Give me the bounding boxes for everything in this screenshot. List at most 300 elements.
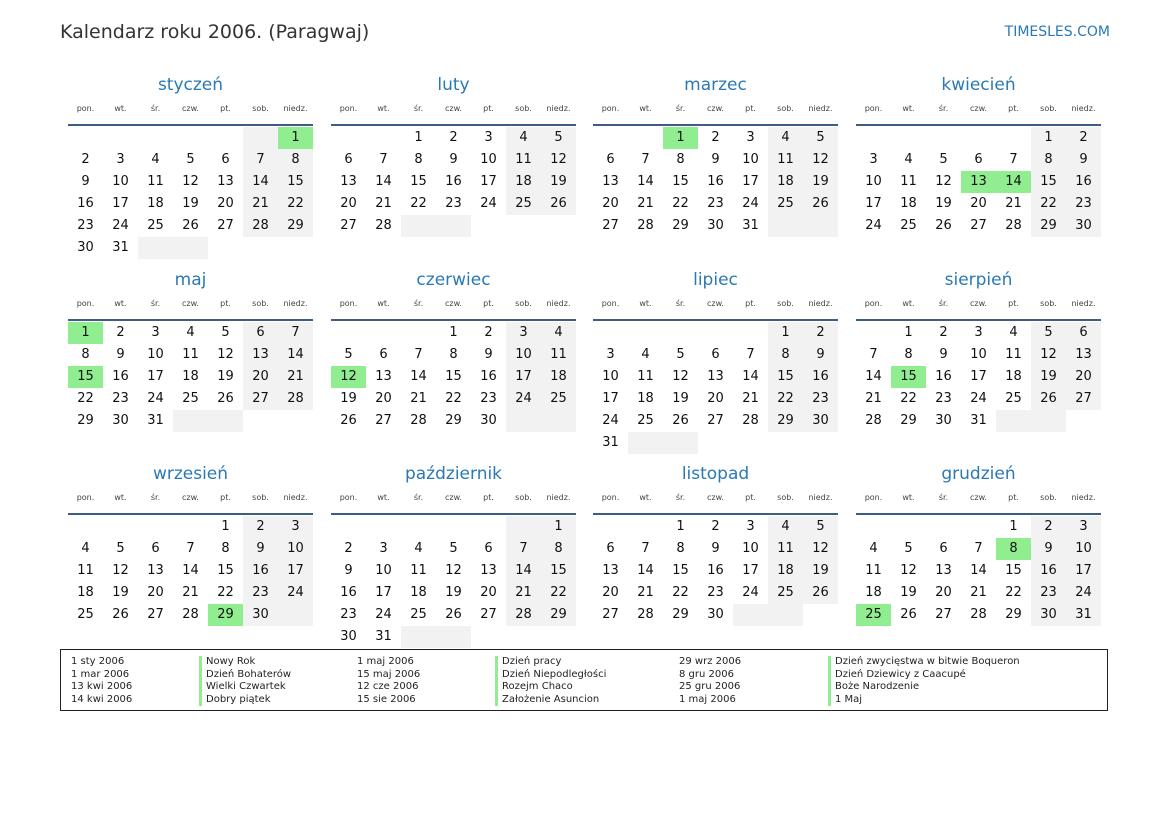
weekday-header <box>68 104 313 126</box>
day-cell: 20 <box>147 585 164 600</box>
month-9 <box>68 463 313 626</box>
weekday-label: niedz. <box>1071 299 1096 308</box>
day-cell: 7 <box>641 541 650 556</box>
day-cell: 12 <box>541 149 576 171</box>
weekday-label: sob. <box>252 299 269 308</box>
day-cell: 22 <box>217 585 234 600</box>
day-cell: 7 <box>243 149 278 171</box>
day-cell: 19 <box>445 585 462 600</box>
day-cell: 6 <box>711 347 720 362</box>
weekday-header <box>331 299 576 321</box>
empty-cell <box>663 432 698 454</box>
day-cell: 13 <box>1066 344 1101 366</box>
day-cell: 22 <box>1005 585 1022 600</box>
day-cell: 6 <box>939 541 948 556</box>
holiday-date: 25 gru 2006 <box>679 681 741 693</box>
empty-cell <box>628 432 663 454</box>
empty-cell <box>856 127 891 149</box>
day-cell: 5 <box>939 152 948 167</box>
day-cell: 5 <box>904 541 913 556</box>
weekday-header <box>593 299 838 321</box>
day-cell: 23 <box>1066 193 1101 215</box>
empty-cell <box>331 127 366 149</box>
day-cell: 18 <box>900 196 917 211</box>
day-cell: 29 <box>1031 215 1066 237</box>
day-cell: 30 <box>243 604 278 626</box>
day-cell: 28 <box>637 218 654 233</box>
day-cell: 12 <box>672 369 689 384</box>
month-5 <box>68 269 313 432</box>
holiday-name: Nowy Rok <box>199 656 291 669</box>
weekday-label: śr. <box>675 104 686 113</box>
day-cell: 5 <box>344 347 353 362</box>
day-cell: 13 <box>147 563 164 578</box>
empty-cell <box>856 516 891 538</box>
weekday-label: czw. <box>182 493 199 502</box>
day-cell: 24 <box>278 582 313 604</box>
day-cell: 17 <box>375 585 392 600</box>
weekday-label: pt. <box>220 299 231 308</box>
weekday-label: wt. <box>902 299 915 308</box>
empty-cell <box>768 604 803 626</box>
day-cell: 12 <box>112 563 129 578</box>
day-cell: 30 <box>480 413 497 428</box>
month-4 <box>856 74 1101 237</box>
empty-cell <box>733 604 768 626</box>
day-cell: 30 <box>1066 215 1101 237</box>
weekday-label: czw. <box>970 299 987 308</box>
weekday-label: pon. <box>339 493 358 502</box>
day-cell: 24 <box>970 391 987 406</box>
day-cell: 14 <box>637 174 654 189</box>
day-cell: 17 <box>742 174 759 189</box>
weekday-label: niedz. <box>808 104 833 113</box>
weekday-label: sob. <box>515 104 532 113</box>
day-cell: 11 <box>637 369 654 384</box>
day-cell: 17 <box>147 369 164 384</box>
weekday-label: śr. <box>938 493 949 502</box>
day-cell: 17 <box>480 174 497 189</box>
day-cell: 2 <box>1066 127 1101 149</box>
day-cell: 6 <box>606 152 615 167</box>
day-cell: 3 <box>869 152 878 167</box>
day-cell: 1 <box>1009 519 1018 534</box>
weekday-label: sob. <box>515 493 532 502</box>
day-cell: 17 <box>278 560 313 582</box>
empty-cell <box>856 322 891 344</box>
day-cell: 21 <box>637 585 654 600</box>
day-cell: 7 <box>186 541 195 556</box>
holiday-name: Wielki Czwartek <box>199 681 291 694</box>
day-cell: 31 <box>112 240 129 255</box>
holiday-date: 1 mar 2006 <box>71 668 130 680</box>
holiday-dates-col-1 <box>71 656 132 706</box>
day-cell: 7 <box>869 347 878 362</box>
holiday-date: 14 kwi 2006 <box>71 693 133 705</box>
day-cell: 22 <box>1031 193 1066 215</box>
day-grid <box>856 516 1101 626</box>
holiday-name: Dzień Dziewicy z Caacupé <box>828 669 1020 682</box>
day-cell: 11 <box>541 344 576 366</box>
day-cell: 30 <box>803 410 838 432</box>
day-cell: 27 <box>602 607 619 622</box>
day-cell: 21 <box>410 391 427 406</box>
weekday-label: sob. <box>1040 104 1057 113</box>
weekday-label: czw. <box>445 493 462 502</box>
empty-cell <box>68 516 103 538</box>
day-cell: 16 <box>803 366 838 388</box>
weekday-label: pon. <box>339 104 358 113</box>
empty-cell <box>138 127 173 149</box>
day-cell: 8 <box>449 347 458 362</box>
holiday-day-cell: 8 <box>996 538 1031 560</box>
day-cell: 5 <box>1031 322 1066 344</box>
day-cell: 12 <box>935 174 952 189</box>
day-cell: 18 <box>768 560 803 582</box>
day-grid <box>68 322 313 432</box>
weekday-label: pon. <box>339 299 358 308</box>
day-cell: 17 <box>1066 560 1101 582</box>
day-cell: 31 <box>742 218 759 233</box>
holiday-name: Rozejm Chaco <box>495 681 606 694</box>
month-name: sierpień <box>944 270 1013 290</box>
weekday-header <box>856 299 1101 321</box>
day-cell: 22 <box>672 196 689 211</box>
day-cell: 5 <box>449 541 458 556</box>
weekday-label: czw. <box>707 299 724 308</box>
day-cell: 11 <box>410 563 427 578</box>
day-cell: 6 <box>484 541 493 556</box>
day-cell: 3 <box>506 322 541 344</box>
day-cell: 9 <box>711 152 720 167</box>
day-cell: 6 <box>606 541 615 556</box>
day-cell: 25 <box>541 388 576 410</box>
day-cell: 17 <box>112 196 129 211</box>
day-cell: 12 <box>445 563 462 578</box>
weekday-label: sob. <box>777 104 794 113</box>
day-cell: 11 <box>768 149 803 171</box>
day-cell: 2 <box>449 130 458 145</box>
day-cell: 29 <box>672 607 689 622</box>
day-cell: 2 <box>711 130 720 145</box>
weekday-label: pon. <box>864 104 883 113</box>
day-cell: 7 <box>641 152 650 167</box>
day-cell: 8 <box>414 152 423 167</box>
holiday-day-cell: 15 <box>891 366 926 388</box>
day-grid <box>331 322 576 432</box>
weekday-label: czw. <box>445 299 462 308</box>
holiday-names-col-2 <box>495 656 606 706</box>
month-name: maj <box>174 270 207 290</box>
empty-cell <box>593 322 628 344</box>
empty-cell <box>401 626 436 648</box>
holiday-name: Dzień Niepodległości <box>495 669 606 682</box>
weekday-label: wt. <box>377 493 390 502</box>
day-cell: 17 <box>970 369 987 384</box>
weekday-label: pon. <box>864 493 883 502</box>
day-cell: 7 <box>974 541 983 556</box>
day-cell: 19 <box>1031 366 1066 388</box>
weekday-label: niedz. <box>283 104 308 113</box>
day-cell: 22 <box>278 193 313 215</box>
weekday-label: śr. <box>413 493 424 502</box>
weekday-label: pon. <box>76 104 95 113</box>
day-cell: 31 <box>1066 604 1101 626</box>
day-cell: 21 <box>970 585 987 600</box>
month-name: październik <box>404 464 503 484</box>
day-cell: 26 <box>935 218 952 233</box>
day-cell: 3 <box>974 325 983 340</box>
empty-cell <box>103 516 138 538</box>
holiday-day-cell: 15 <box>68 366 103 388</box>
weekday-label: sob. <box>252 104 269 113</box>
holiday-name: Dzień Bohaterów <box>199 669 291 682</box>
day-cell: 28 <box>970 607 987 622</box>
day-cell: 16 <box>77 196 94 211</box>
day-cell: 24 <box>742 196 759 211</box>
weekday-label: pt. <box>220 493 231 502</box>
day-cell: 10 <box>742 152 759 167</box>
day-cell: 9 <box>449 152 458 167</box>
day-cell: 24 <box>112 218 129 233</box>
day-cell: 27 <box>970 218 987 233</box>
weekday-label: sob. <box>252 493 269 502</box>
empty-cell <box>366 127 401 149</box>
day-cell: 19 <box>672 391 689 406</box>
day-cell: 29 <box>77 413 94 428</box>
day-cell: 25 <box>768 193 803 215</box>
weekday-label: wt. <box>114 104 127 113</box>
day-cell: 20 <box>707 391 724 406</box>
empty-cell <box>593 516 628 538</box>
holiday-date: 1 maj 2006 <box>357 656 414 667</box>
day-cell: 21 <box>182 585 199 600</box>
weekday-label: pon. <box>601 299 620 308</box>
day-cell: 23 <box>340 607 357 622</box>
empty-cell <box>1031 410 1066 432</box>
day-cell: 27 <box>1066 388 1101 410</box>
day-cell: 27 <box>602 218 619 233</box>
day-cell: 23 <box>243 582 278 604</box>
day-cell: 2 <box>803 322 838 344</box>
empty-cell <box>278 604 313 626</box>
day-cell: 26 <box>445 607 462 622</box>
day-cell: 7 <box>278 322 313 344</box>
day-cell: 8 <box>1031 149 1066 171</box>
holiday-day-cell: 14 <box>996 171 1031 193</box>
weekday-label: niedz. <box>546 493 571 502</box>
day-cell: 3 <box>151 325 160 340</box>
day-cell: 19 <box>217 369 234 384</box>
month-7 <box>593 269 838 454</box>
day-cell: 4 <box>904 152 913 167</box>
empty-cell <box>541 410 576 432</box>
empty-cell <box>996 410 1031 432</box>
weekday-label: niedz. <box>283 493 308 502</box>
day-cell: 19 <box>112 585 129 600</box>
day-cell: 23 <box>803 388 838 410</box>
holiday-name: 1 Maj <box>828 694 1020 707</box>
weekday-label: wt. <box>902 104 915 113</box>
day-cell: 5 <box>186 152 195 167</box>
day-cell: 24 <box>865 218 882 233</box>
weekday-label: czw. <box>182 104 199 113</box>
day-cell: 25 <box>900 218 917 233</box>
day-cell: 6 <box>344 152 353 167</box>
day-grid <box>68 516 313 626</box>
day-cell: 22 <box>768 388 803 410</box>
day-cell: 6 <box>974 152 983 167</box>
holiday-day-cell: 12 <box>331 366 366 388</box>
day-cell: 16 <box>340 585 357 600</box>
month-name: luty <box>437 75 470 95</box>
weekday-label: niedz. <box>808 299 833 308</box>
day-cell: 29 <box>278 215 313 237</box>
holiday-day-cell: 13 <box>961 171 996 193</box>
day-cell: 10 <box>865 174 882 189</box>
day-cell: 2 <box>116 325 125 340</box>
day-cell: 26 <box>112 607 129 622</box>
day-cell: 16 <box>707 563 724 578</box>
site-link[interactable]: TIMESLES.COM <box>1004 24 1110 40</box>
weekday-label: pon. <box>601 493 620 502</box>
day-cell: 25 <box>182 391 199 406</box>
day-cell: 20 <box>602 196 619 211</box>
month-10 <box>331 463 576 648</box>
day-grid <box>68 127 313 259</box>
day-cell: 15 <box>541 560 576 582</box>
day-cell: 26 <box>340 413 357 428</box>
day-cell: 22 <box>672 585 689 600</box>
weekday-label: sob. <box>1040 493 1057 502</box>
day-cell: 14 <box>506 560 541 582</box>
day-cell: 10 <box>278 538 313 560</box>
day-cell: 26 <box>672 413 689 428</box>
holiday-day-cell: 1 <box>663 127 698 149</box>
holiday-date: 8 gru 2006 <box>679 668 734 680</box>
day-cell: 10 <box>147 347 164 362</box>
day-cell: 15 <box>672 174 689 189</box>
day-cell: 14 <box>970 563 987 578</box>
weekday-label: śr. <box>938 299 949 308</box>
day-cell: 29 <box>672 218 689 233</box>
day-cell: 8 <box>768 344 803 366</box>
day-cell: 30 <box>707 218 724 233</box>
day-cell: 17 <box>742 563 759 578</box>
empty-cell <box>803 215 838 237</box>
day-cell: 19 <box>935 196 952 211</box>
day-cell: 16 <box>243 560 278 582</box>
weekday-label: niedz. <box>1071 493 1096 502</box>
day-cell: 13 <box>340 174 357 189</box>
day-cell: 9 <box>711 541 720 556</box>
empty-cell <box>103 127 138 149</box>
day-cell: 1 <box>221 519 230 534</box>
day-cell: 12 <box>1031 344 1066 366</box>
day-cell: 24 <box>480 196 497 211</box>
day-cell: 6 <box>151 541 160 556</box>
day-cell: 15 <box>278 171 313 193</box>
weekday-label: czw. <box>970 493 987 502</box>
day-cell: 15 <box>445 369 462 384</box>
empty-cell <box>331 322 366 344</box>
day-cell: 16 <box>445 174 462 189</box>
day-cell: 3 <box>606 347 615 362</box>
day-cell: 29 <box>900 413 917 428</box>
weekday-header <box>68 493 313 515</box>
day-cell: 22 <box>541 582 576 604</box>
day-cell: 1 <box>768 322 803 344</box>
empty-cell <box>961 127 996 149</box>
day-cell: 18 <box>1005 369 1022 384</box>
empty-cell <box>891 127 926 149</box>
day-cell: 15 <box>410 174 427 189</box>
day-cell: 14 <box>278 344 313 366</box>
day-cell: 24 <box>1066 582 1101 604</box>
day-cell: 20 <box>375 391 392 406</box>
day-cell: 20 <box>243 366 278 388</box>
day-cell: 1 <box>676 519 685 534</box>
empty-cell <box>138 516 173 538</box>
day-cell: 27 <box>480 607 497 622</box>
day-cell: 10 <box>506 344 541 366</box>
day-cell: 4 <box>414 541 423 556</box>
weekday-header <box>593 104 838 126</box>
day-cell: 11 <box>900 174 917 189</box>
day-cell: 6 <box>1066 322 1101 344</box>
month-name: czerwiec <box>416 270 491 290</box>
day-cell: 4 <box>506 127 541 149</box>
day-cell: 3 <box>746 519 755 534</box>
day-cell: 31 <box>375 629 392 644</box>
empty-cell <box>173 410 208 432</box>
day-cell: 26 <box>541 193 576 215</box>
weekday-label: śr. <box>938 104 949 113</box>
weekday-label: wt. <box>639 104 652 113</box>
day-cell: 29 <box>768 410 803 432</box>
day-cell: 20 <box>1066 366 1101 388</box>
empty-cell <box>208 127 243 149</box>
weekday-header <box>331 104 576 126</box>
empty-cell <box>593 127 628 149</box>
day-cell: 25 <box>77 607 94 622</box>
day-cell: 16 <box>1031 560 1066 582</box>
day-cell: 10 <box>742 541 759 556</box>
holiday-date: 13 kwi 2006 <box>71 681 133 693</box>
day-cell: 29 <box>445 413 462 428</box>
day-cell: 9 <box>939 347 948 362</box>
day-cell: 20 <box>602 585 619 600</box>
day-cell: 9 <box>1031 538 1066 560</box>
day-cell: 10 <box>480 152 497 167</box>
holiday-date: 29 wrz 2006 <box>679 656 742 667</box>
day-cell: 19 <box>900 585 917 600</box>
weekday-label: sob. <box>1040 299 1057 308</box>
day-cell: 15 <box>1005 563 1022 578</box>
day-cell: 18 <box>410 585 427 600</box>
day-cell: 26 <box>803 193 838 215</box>
empty-cell <box>173 237 208 259</box>
day-cell: 28 <box>375 218 392 233</box>
weekday-label: wt. <box>377 104 390 113</box>
day-grid <box>331 127 576 237</box>
day-cell: 23 <box>1031 582 1066 604</box>
empty-cell <box>436 626 471 648</box>
weekday-label: sob. <box>515 299 532 308</box>
weekday-label: wt. <box>639 493 652 502</box>
day-cell: 15 <box>672 563 689 578</box>
day-cell: 27 <box>217 218 234 233</box>
